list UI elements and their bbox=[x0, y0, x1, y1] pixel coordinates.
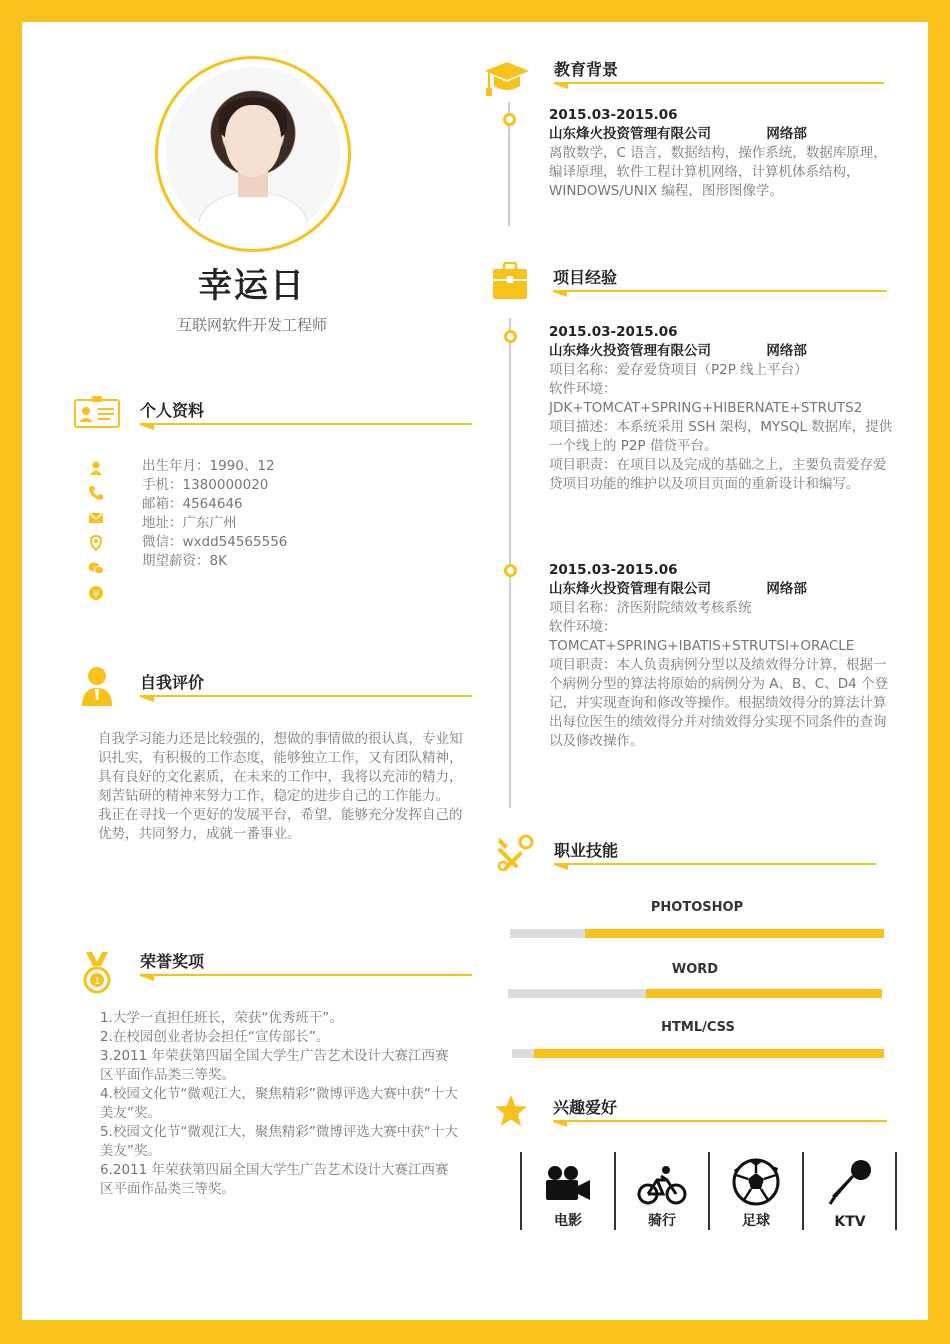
personal-birth: 出生年月：1990、12 bbox=[142, 458, 275, 474]
self-eval-text bbox=[98, 730, 466, 844]
hobbies-heading-tri bbox=[553, 1122, 567, 1127]
user-icon bbox=[80, 666, 114, 706]
hobby-movie bbox=[522, 1152, 614, 1230]
hobby-label: KTV bbox=[834, 1214, 866, 1230]
personal-heading: 个人资料 bbox=[140, 401, 205, 420]
projects-heading-tri bbox=[553, 292, 567, 297]
personal-phone: 手机：1380000020 bbox=[142, 477, 269, 493]
education-heading: 教育背景 bbox=[554, 60, 619, 79]
education-heading-line bbox=[554, 82, 884, 84]
project1-dot bbox=[504, 330, 517, 343]
project1-line: 项目职责：在项目以及完成的基础之上，主要负责爱存爱贷项目功能的维护以及项目页面的重新设计和编写。 bbox=[549, 457, 887, 492]
honor-item: 2.在校园创业者协会担任“宣传部长”。 bbox=[100, 1029, 330, 1045]
project1-line: JDK+TOMCAT+SPRING+HIBERNATE+STRUTS2 bbox=[549, 400, 863, 416]
personal-email: 邮箱：4564646 bbox=[142, 496, 243, 512]
tools-icon bbox=[496, 834, 534, 872]
svg-text:¥: ¥ bbox=[92, 589, 100, 600]
mail-icon bbox=[88, 510, 104, 526]
microphone-icon bbox=[826, 1158, 874, 1206]
honor-item: 4.校园文化节“微观江大，聚焦精彩”微博评选大赛中获“十大美友”奖。 bbox=[100, 1086, 458, 1121]
project2-dept: 网络部 bbox=[766, 581, 807, 597]
skill-label: WORD bbox=[671, 962, 719, 977]
personal-icons bbox=[88, 458, 108, 601]
avatar-face bbox=[225, 105, 281, 177]
self-eval-p2: 我正在寻找一个更好的发展平台，希望，能够充分发挥自己的优势，共同努力，成就一番事业。 bbox=[98, 807, 463, 842]
personal-address: 地址：广东广州 bbox=[142, 515, 237, 531]
camera-icon bbox=[543, 1164, 593, 1206]
honor-item: 5.校园文化节“微观江大，聚焦精彩”微博评选大赛中获“十大美友”奖。 bbox=[100, 1124, 458, 1159]
project1-dept: 网络部 bbox=[766, 343, 807, 359]
skills-heading: 职业技能 bbox=[554, 841, 619, 860]
projects-timeline bbox=[509, 318, 511, 808]
wechat-icon bbox=[88, 560, 104, 576]
location-icon bbox=[88, 535, 104, 551]
self-eval-heading: 自我评价 bbox=[140, 673, 205, 692]
self-eval-p1: 自我学习能力还是比较强的，想做的事情做的很认真，专业知识扎实，有积极的工作态度，能够独立工作，又有团队精神，具有良好的文化素质，在未来的工作中，我将以充沛的精力，刻苦钻研的精神来努力工作，稳定的进步自己的工作能力。 bbox=[98, 731, 463, 804]
honor-item: 1.大学一直担任班长，荣获“优秀班干”。 bbox=[100, 1010, 343, 1026]
education-date: 2015.03-2015.06 bbox=[549, 107, 678, 123]
medal-icon bbox=[82, 952, 112, 994]
education-dept: 网络部 bbox=[766, 126, 807, 142]
honors-heading-line bbox=[140, 974, 472, 976]
personal-list bbox=[142, 457, 442, 571]
personal-wechat: 微信：wxdd54565556 bbox=[142, 534, 288, 550]
honors-heading-tri bbox=[140, 976, 154, 981]
self-eval-heading-line bbox=[140, 695, 472, 697]
skill-bar-photoshop bbox=[510, 929, 884, 938]
hobby-label: 骑行 bbox=[648, 1213, 676, 1229]
projects-heading: 项目经验 bbox=[553, 268, 618, 287]
profile-title: 互联网软件开发工程师 bbox=[176, 316, 327, 334]
hobbies-heading-line bbox=[553, 1120, 887, 1122]
hobbies-heading: 兴趣爱好 bbox=[553, 1098, 618, 1117]
education-heading-tri bbox=[554, 84, 568, 89]
hobby-ktv bbox=[804, 1152, 896, 1230]
skills-heading-line bbox=[554, 863, 876, 865]
profile-name: 幸运日 bbox=[198, 266, 306, 306]
project1-company: 山东烽火投资管理有限公司 bbox=[549, 343, 711, 359]
project2-line: 项目名称：济医附院绩效考核系统 bbox=[549, 600, 752, 616]
yen-icon bbox=[88, 585, 104, 601]
personal-heading-tri bbox=[140, 425, 154, 430]
personal-heading-line bbox=[140, 423, 472, 425]
self-eval-heading-tri bbox=[140, 697, 154, 702]
education-entry bbox=[549, 106, 897, 201]
skill-label: HTML/CSS bbox=[661, 1020, 735, 1035]
honors-list bbox=[100, 1009, 460, 1199]
education-company: 山东烽火投资管理有限公司 bbox=[549, 126, 711, 142]
skill-bar-fill bbox=[585, 929, 884, 938]
project2-date: 2015.03-2015.06 bbox=[549, 562, 678, 578]
project2-dot bbox=[504, 564, 517, 577]
education-dot bbox=[503, 113, 516, 126]
football-icon bbox=[732, 1158, 780, 1206]
projects-heading-line bbox=[553, 290, 887, 292]
project-1 bbox=[549, 323, 897, 494]
skill-label: PHOTOSHOP bbox=[650, 900, 744, 915]
project1-company-row bbox=[549, 342, 897, 361]
project1-line: 软件环境： bbox=[549, 381, 617, 397]
skill-bar-fill bbox=[534, 1049, 884, 1058]
project-2 bbox=[549, 561, 897, 751]
project1-date: 2015.03-2015.06 bbox=[549, 324, 678, 340]
personal-salary: 期望薪资：8K bbox=[142, 553, 227, 569]
avatar-shirt bbox=[198, 191, 308, 241]
graduation-cap-icon bbox=[484, 58, 530, 98]
briefcase-icon bbox=[492, 262, 528, 300]
id-card-icon bbox=[74, 396, 120, 428]
star-icon bbox=[494, 1094, 528, 1128]
avatar bbox=[155, 56, 351, 252]
project2-line: 软件环境： bbox=[549, 619, 617, 635]
person-icon bbox=[88, 460, 104, 476]
hobby-football bbox=[710, 1152, 802, 1230]
honors-heading: 荣誉奖项 bbox=[140, 952, 205, 971]
skills-heading-tri bbox=[554, 865, 568, 870]
education-company-row bbox=[549, 125, 897, 144]
education-desc: 离散数学，C 语言，数据结构，操作系统，数据库原理，编译原理，软件工程计算机网络，计算机体系结构，WINDOWS/UNIX 编程，图形图像学。 bbox=[549, 145, 887, 199]
resume-page bbox=[22, 22, 928, 1320]
hobby-label: 足球 bbox=[742, 1213, 770, 1229]
skill-bar-word bbox=[508, 989, 882, 998]
bicycle-icon bbox=[637, 1164, 687, 1206]
project1-line: 项目名称：爱存爱贷项目（P2P 线上平台） bbox=[549, 362, 808, 378]
project2-line: TOMCAT+SPRING+IBATIS+STRUTSI+ORACLE bbox=[549, 638, 855, 654]
svg-text:1: 1 bbox=[93, 976, 101, 987]
project2-company: 山东烽火投资管理有限公司 bbox=[549, 581, 711, 597]
hobby-label: 电影 bbox=[554, 1213, 582, 1229]
project2-company-row bbox=[549, 580, 897, 599]
avatar-photo bbox=[166, 67, 340, 241]
project2-line: 项目职责：本人负责病例分型以及绩效得分计算，根据一个病例分型的算法将原始的病例分为 A、B、C、D4 个登记，并实现查询和修改等操作。根据绩效得分的算法计算出每位医生的绩效得分并对绩效得分实现不同条件的查询以及修改操作。 bbox=[549, 657, 888, 749]
honor-item: 3.2011 年荣获第四届全国大学生广告艺术设计大赛江西赛区平面作品类三等奖。 bbox=[100, 1048, 449, 1083]
phone-icon bbox=[88, 485, 104, 501]
skill-bar-htmlcss bbox=[512, 1049, 884, 1058]
honor-item: 6.2011 年荣获第四届全国大学生广告艺术设计大赛江西赛区平面作品类三等奖。 bbox=[100, 1162, 449, 1197]
skill-bar-fill bbox=[646, 989, 882, 998]
hobby-cycling bbox=[616, 1152, 708, 1230]
project1-line: 项目描述：本系统采用 SSH 架构，MYSQL 数据库，提供一个线上的 P2P 借贷平台。 bbox=[549, 419, 893, 454]
